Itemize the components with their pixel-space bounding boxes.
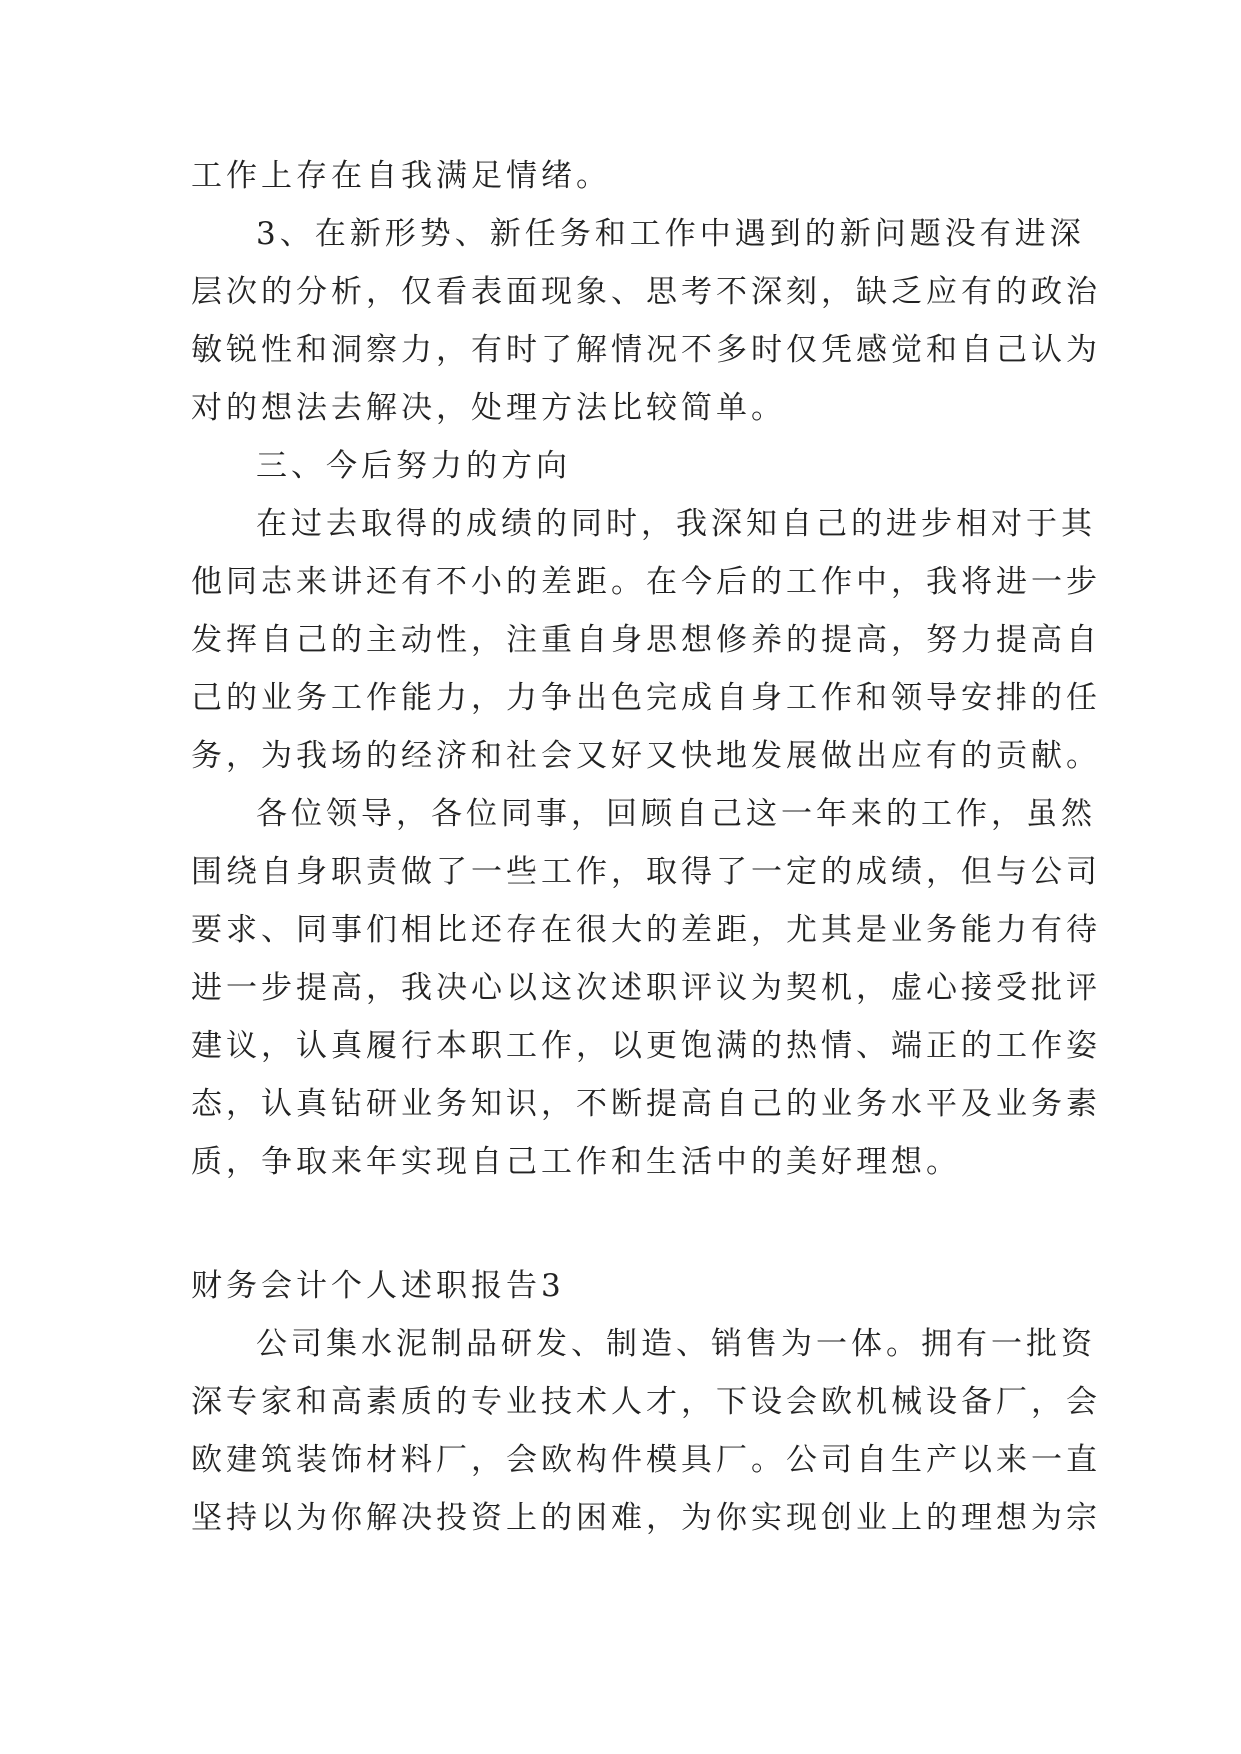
text-line: 质，争取来年实现自己工作和生活中的美好理想。 [191,1144,961,1180]
text-line: 进一步提高，我决心以这次述职评议为契机，虚心接受批评 [191,970,1101,1006]
text-line: 围绕自身职责做了一些工作，取得了一定的成绩，但与公司 [191,854,1101,890]
text-line: 敏锐性和洞察力，有时了解情况不多时仅凭感觉和自己认为 [191,332,1101,368]
text-line: 深专家和高素质的专业技术人才，下设会欧机械设备厂，会 [191,1384,1101,1420]
text-line: 在过去取得的成绩的同时，我深知自己的进步相对于其 [256,506,1096,542]
text-line: 他同志来讲还有不小的差距。在今后的工作中，我将进一步 [191,564,1101,600]
text-line: 层次的分析，仅看表面现象、思考不深刻，缺乏应有的政治 [191,274,1101,310]
text-line: 务，为我场的经济和社会又好又快地发展做出应有的贡献。 [191,738,1101,774]
text-line: 欧建筑装饰材料厂，会欧构件模具厂。公司自生产以来一直 [191,1442,1101,1478]
text-line: 建议，认真履行本职工作，以更饱满的热情、端正的工作姿 [191,1028,1101,1064]
text-line: 公司集水泥制品研发、制造、销售为一体。拥有一批资 [256,1326,1096,1362]
text-line: 态，认真钻研业务知识，不断提高自己的业务水平及业务素 [191,1086,1101,1122]
section-heading: 三、今后努力的方向 [256,448,571,484]
text-line: 坚持以为你解决投资上的困难，为你实现创业上的理想为宗 [191,1500,1101,1536]
text-line: 己的业务工作能力，力争出色完成自身工作和领导安排的任 [191,680,1101,716]
text-line: 对的想法去解决，处理方法比较简单。 [191,390,786,426]
text-line: 要求、同事们相比还存在很大的差距，尤其是业务能力有待 [191,912,1101,948]
report-title: 财务会计个人述职报告3 [191,1268,565,1304]
text-line: 3、在新形势、新任务和工作中遇到的新问题没有进深 [256,216,1085,252]
text-line: 发挥自己的主动性，注重自身思想修养的提高，努力提高自 [191,622,1101,658]
text-line: 各位领导，各位同事，回顾自己这一年来的工作，虽然 [256,796,1096,832]
text-line: 工作上存在自我满足情绪。 [191,158,611,194]
